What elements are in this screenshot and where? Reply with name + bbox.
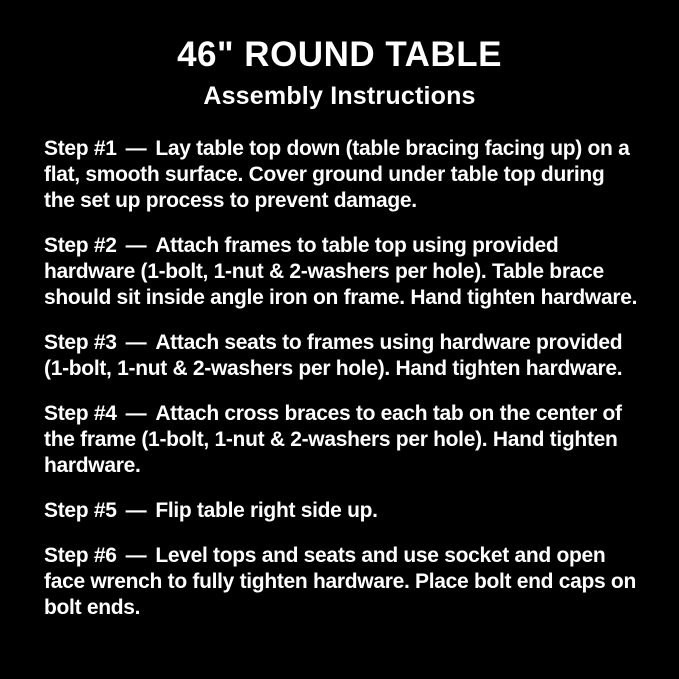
step-paragraph-3 xyxy=(44,330,639,382)
step-dash: — xyxy=(125,234,147,257)
step-paragraph-2 xyxy=(44,233,639,311)
step-paragraph-6 xyxy=(44,543,639,621)
step-text: Level tops and seats and use socket and open face wrench to fully tighten hardware. Place bolt end caps on bolt ends. xyxy=(44,544,636,619)
step-text: Attach frames to table top using provided hardware (1-bolt, 1-nut & 2-washers per hole). Table brace should sit inside angle iron on frame. Hand tighten hardware. xyxy=(44,234,638,309)
step-text: Attach cross braces to each tab on the center of the frame (1-bolt, 1-nut & 2-washers per hole). Hand tighten hardware. xyxy=(44,402,622,477)
header xyxy=(0,0,679,110)
page-subtitle: Assembly Instructions xyxy=(203,81,476,110)
step-dash: — xyxy=(125,499,147,522)
step-dash: — xyxy=(125,402,147,425)
step-text: Attach seats to frames using hardware provided (1-bolt, 1-nut & 2-washers per hole). Hand tighten hardware. xyxy=(44,331,623,380)
step-label: Step #2 xyxy=(44,234,117,257)
step-text: Flip table right side up. xyxy=(155,499,378,522)
step-paragraph-4 xyxy=(44,401,639,479)
step-label: Step #6 xyxy=(44,544,117,567)
page-title: 46" ROUND TABLE xyxy=(177,35,502,74)
step-label: Step #5 xyxy=(44,499,117,522)
step-text: Lay table top down (table bracing facing up) on a flat, smooth surface. Cover ground under table top during the set up process to prevent damage. xyxy=(44,137,630,212)
step-label: Step #4 xyxy=(44,402,117,425)
step-dash: — xyxy=(125,331,147,354)
step-dash: — xyxy=(125,137,147,160)
step-paragraph-5 xyxy=(44,498,639,524)
step-paragraph-1 xyxy=(44,136,639,214)
step-label: Step #1 xyxy=(44,137,117,160)
steps-list xyxy=(0,136,679,621)
step-label: Step #3 xyxy=(44,331,117,354)
step-dash: — xyxy=(125,544,147,567)
